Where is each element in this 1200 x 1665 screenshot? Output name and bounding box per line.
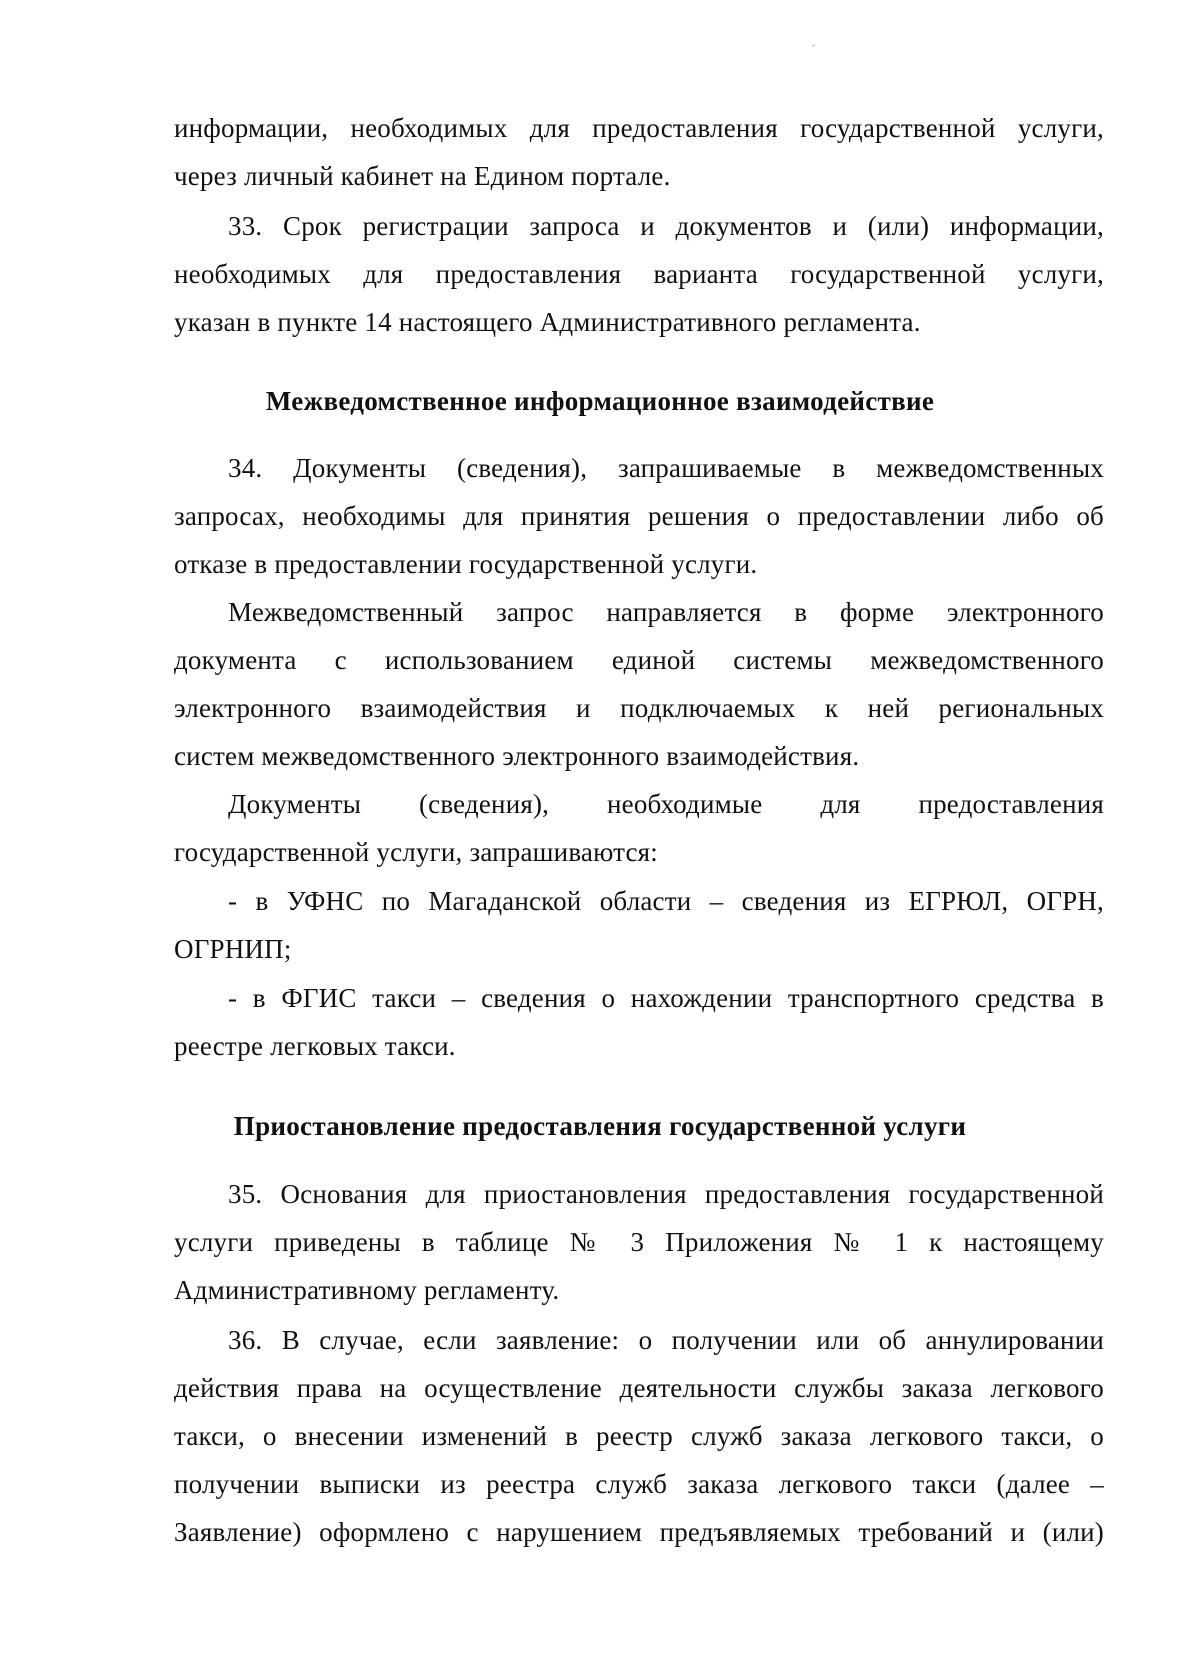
paragraph-line: через личный кабинет на Едином портале. bbox=[174, 161, 671, 191]
paragraph-line: запросах, необходимы для принятия решения о предоставлении либо об bbox=[174, 501, 1104, 531]
paragraph-line: получении выписки из реестра служб заказа легкового такси (далее – bbox=[174, 1469, 1104, 1499]
paragraph-36-line: 36. В случае, если заявление: о получении или об аннулировании bbox=[228, 1325, 1104, 1355]
paragraph-line: электронного взаимодействия и подключаемых к ней региональных bbox=[174, 693, 1104, 723]
list-item-line: ОГРНИП; bbox=[174, 934, 292, 964]
paragraph-34-line: 34. Документы (сведения), запрашиваемые в межведомственных bbox=[228, 453, 1104, 483]
paragraph-line: систем межведомственного электронного взаимодействия. bbox=[174, 741, 860, 771]
paragraph-line: документа с использованием единой системы межведомственного bbox=[174, 645, 1104, 675]
list-item-line: реестре легковых такси. bbox=[174, 1031, 456, 1061]
paragraph-line: информации, необходимых для предоставления государственной услуги, bbox=[174, 113, 1104, 143]
paragraph-line: необходимых для предоставления варианта государственной услуги, bbox=[174, 259, 1104, 289]
list-item-line: - в УФНС по Магаданской области – сведения из ЕГРЮЛ, ОГРН, bbox=[228, 886, 1104, 916]
paragraph-35-line: 35. Основания для приостановления предоставления государственной bbox=[228, 1179, 1104, 1209]
scan-speck bbox=[812, 44, 815, 47]
paragraph-line: отказе в предоставлении государственной услуги. bbox=[174, 549, 758, 579]
paragraph-line: государственной услуги, запрашиваются: bbox=[174, 837, 658, 867]
paragraph-line: действия права на осуществление деятельности службы заказа легкового bbox=[174, 1373, 1104, 1403]
paragraph-line: указан в пункте 14 настоящего Административного регламента. bbox=[174, 307, 921, 337]
paragraph-32-line: 33. Срок регистрации запроса и документов и (или) информации, bbox=[228, 211, 1104, 241]
section-heading: Приостановление предоставления государственной услуги bbox=[233, 1111, 967, 1141]
paragraph-line: Документы (сведения), необходимые для предоставления bbox=[228, 789, 1104, 819]
paragraph-line: Межведомственный запрос направляется в форме электронного bbox=[228, 597, 1104, 627]
section-heading: Межведомственное информационное взаимодействие bbox=[265, 386, 935, 416]
paragraph-line: Заявление) оформлено с нарушением предъявляемых требований и (или) bbox=[174, 1517, 1104, 1547]
paragraph-line: услуги приведены в таблице № 3 Приложения № 1 к настоящему bbox=[174, 1227, 1104, 1257]
list-item-line: - в ФГИС такси – сведения о нахождении транспортного средства в bbox=[228, 983, 1104, 1013]
paragraph-line: такси, о внесении изменений в реестр служб заказа легкового такси, о bbox=[174, 1421, 1104, 1451]
paragraph-line: Административному регламенту. bbox=[174, 1275, 560, 1305]
